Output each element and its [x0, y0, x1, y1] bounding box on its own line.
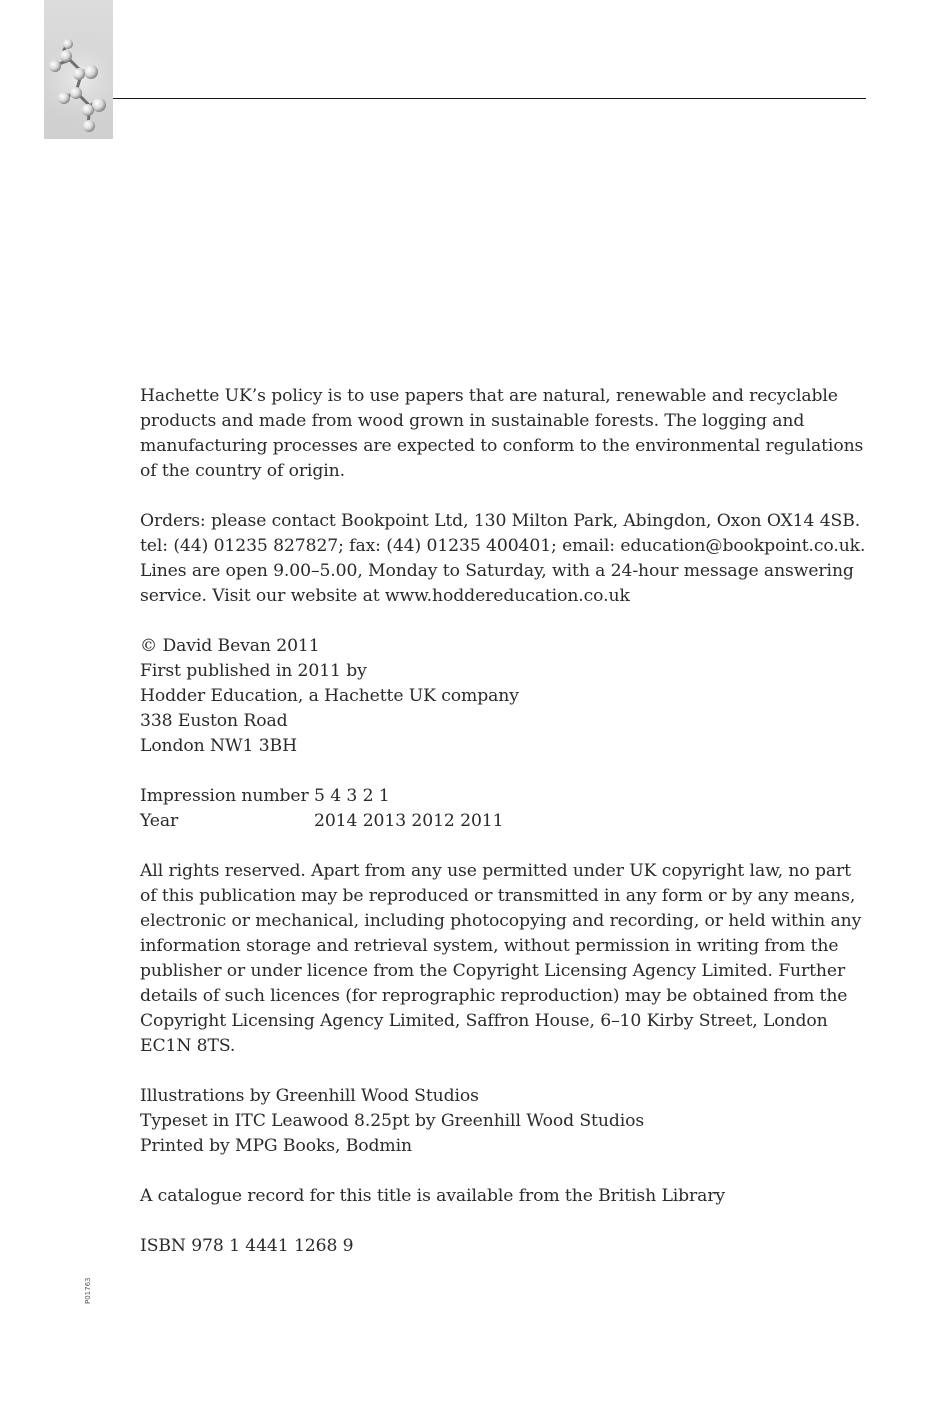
publisher-company: Hodder Education, a Hachette UK company	[140, 686, 519, 706]
catalogue-paragraph	[140, 1184, 840, 1209]
year-value: 2014 2013 2012 2011	[314, 811, 504, 831]
rights-line: information storage and retrieval system, without permission in writing from the	[140, 936, 839, 956]
policy-paragraph	[140, 384, 864, 484]
publisher-street: 338 Euston Road	[140, 711, 288, 731]
orders-paragraph	[140, 509, 866, 609]
typeset-credit: Typeset in ITC Leawood 8.25pt by Greenhill Wood Studios	[140, 1111, 645, 1131]
publisher-block	[140, 634, 840, 759]
rights-line: Copyright Licensing Agency Limited, Saffron House, 6–10 Kirby Street, London	[140, 1011, 828, 1031]
molecule-icon	[44, 0, 113, 139]
first-published-line: First published in 2011 by	[140, 661, 367, 681]
impression-label: Impression number	[140, 786, 309, 806]
orders-line: service. Visit our website at www.hoddereducation.co.uk	[140, 586, 630, 606]
rights-line: of this publication may be reproduced or transmitted in any form or by any means,	[140, 886, 856, 906]
rights-line: publisher or under licence from the Copyright Licensing Agency Limited. Further	[140, 961, 846, 981]
publisher-city: London NW1 3BH	[140, 736, 297, 756]
policy-line: manufacturing processes are expected to conform to the environmental regulations	[140, 436, 864, 456]
isbn-line: ISBN 978 1 4441 1268 9	[140, 1236, 354, 1256]
rights-line: electronic or mechanical, including photocopying and recording, or held within any	[140, 911, 862, 931]
page-code: P01763	[84, 1277, 92, 1304]
impression-value: 5 4 3 2 1	[314, 786, 390, 806]
orders-line: Lines are open 9.00–5.00, Monday to Saturday, with a 24-hour message answering	[140, 561, 854, 581]
impression-row	[140, 784, 840, 809]
orders-line: tel: (44) 01235 827827; fax: (44) 01235 400401; email: education@bookpoint.co.uk.	[140, 536, 866, 556]
credits-block	[140, 1084, 840, 1159]
policy-line: of the country of origin.	[140, 461, 345, 481]
rights-line: EC1N 8TS.	[140, 1036, 236, 1056]
impression-block	[140, 784, 840, 834]
policy-line: products and made from wood grown in sustainable forests. The logging and	[140, 411, 805, 431]
printed-credit: Printed by MPG Books, Bodmin	[140, 1136, 412, 1156]
header-rule	[113, 98, 866, 99]
year-row	[140, 809, 840, 834]
isbn-paragraph	[140, 1234, 840, 1259]
rights-line: details of such licences (for reprographic reproduction) may be obtained from the	[140, 986, 848, 1006]
catalogue-line: A catalogue record for this title is available from the British Library	[140, 1186, 726, 1206]
rights-line: All rights reserved. Apart from any use permitted under UK copyright law, no part	[140, 861, 851, 881]
rights-paragraph	[140, 859, 862, 1059]
imprint-text	[140, 384, 866, 1284]
molecule-corner-graphic	[44, 0, 113, 139]
orders-line: Orders: please contact Bookpoint Ltd, 130 Milton Park, Abingdon, Oxon OX14 4SB.	[140, 511, 861, 531]
policy-line: Hachette UK’s policy is to use papers that are natural, renewable and recyclable	[140, 386, 838, 406]
copyright-line: © David Bevan 2011	[140, 636, 320, 656]
year-label: Year	[140, 811, 179, 831]
illustrations-credit: Illustrations by Greenhill Wood Studios	[140, 1086, 479, 1106]
